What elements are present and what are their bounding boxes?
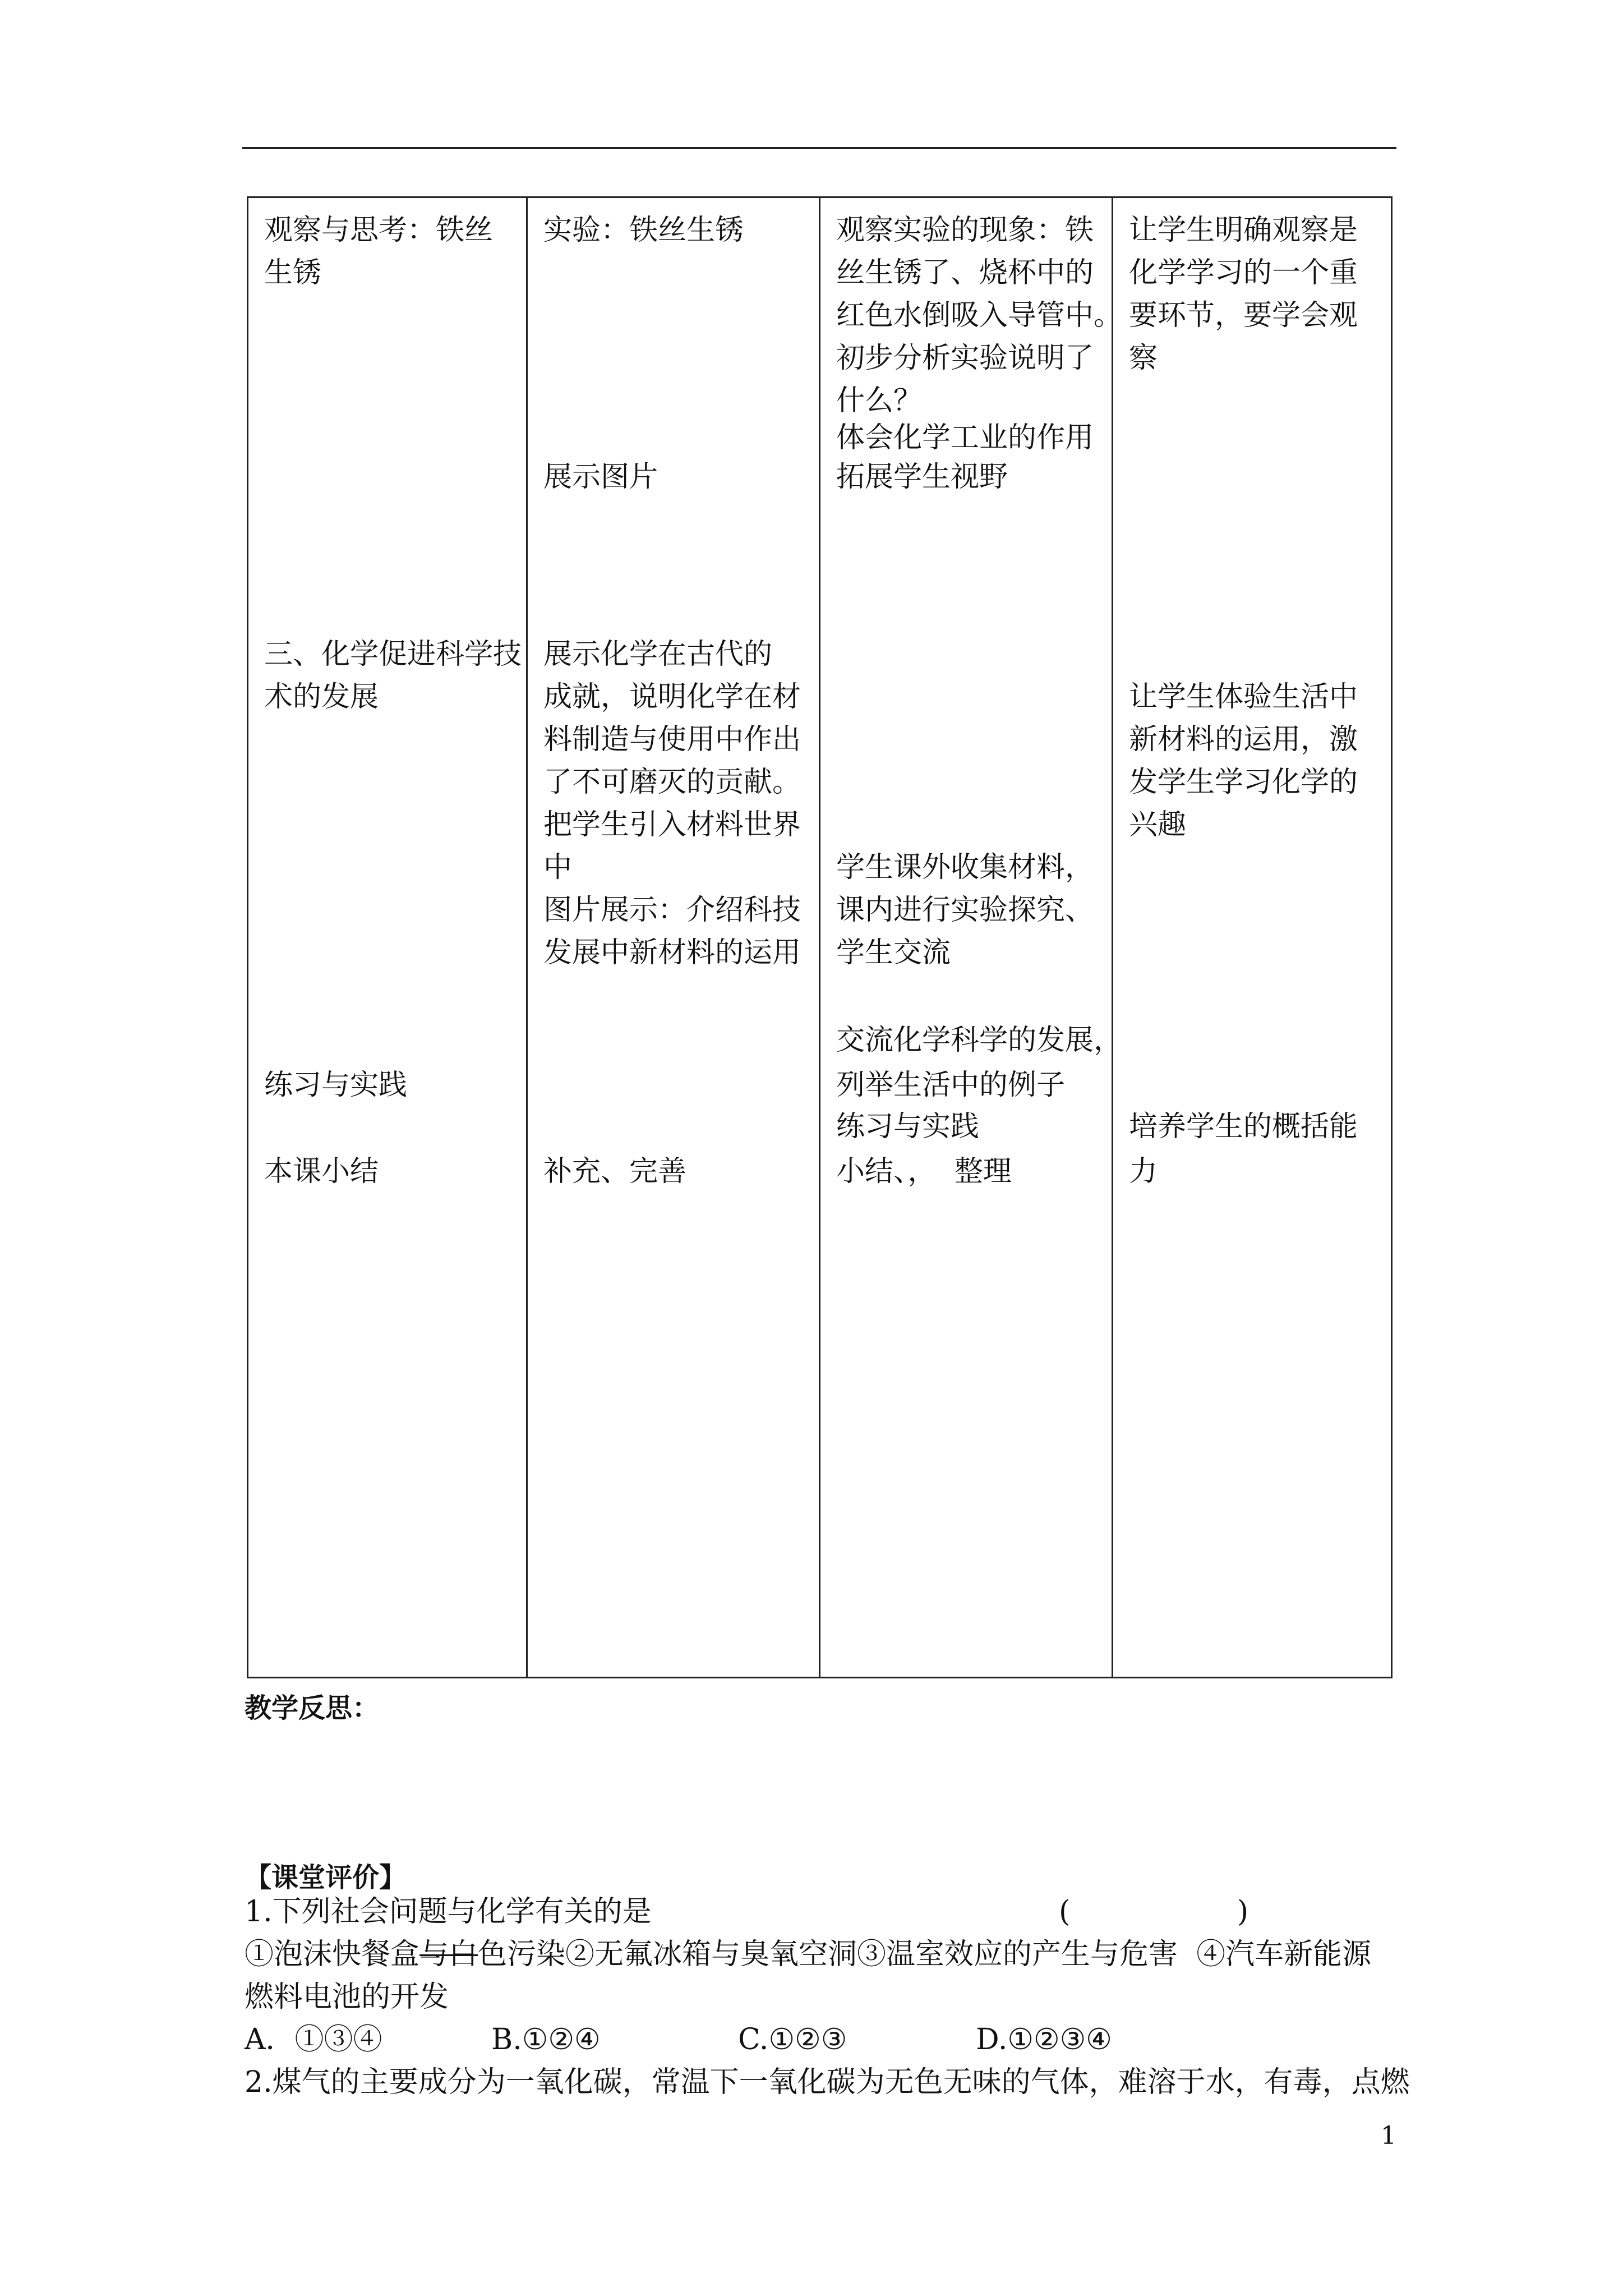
cell-text: 观察实验的现象：铁 <box>836 214 1094 247</box>
cell-text: 小结、， 整理 <box>836 1155 1012 1188</box>
question-1-line: 燃料电池的开发 <box>245 1980 449 2014</box>
table-cell-purpose <box>1113 197 1392 1678</box>
cell-text: 补充、完善 <box>543 1155 687 1188</box>
cell-text: 图片展示：介绍科技 <box>543 894 801 927</box>
cell-text: 红色水倒吸入导管中。 <box>836 299 1123 332</box>
question-1-line <box>245 1933 1371 1976</box>
cell-text: 练习与实践 <box>264 1069 408 1102</box>
cell-text: 练习与实践 <box>836 1110 980 1143</box>
option-b: B.①②④ <box>491 2023 601 2056</box>
evaluation-title: 【课堂评价】 <box>245 1862 407 1893</box>
cell-text: 新材料的运用，激 <box>1129 723 1358 756</box>
table-cell-teacher <box>527 197 820 1678</box>
cell-text: 本课小结 <box>264 1155 379 1188</box>
cell-text: 了不可磨灭的贡献。 <box>543 766 801 799</box>
cell-text: 术的发展 <box>264 680 379 714</box>
header-rule <box>242 147 1396 149</box>
cell-text: 把学生引入材料世界 <box>543 808 801 841</box>
cell-text: 什么？ <box>836 384 923 417</box>
option-d: D.①②③④ <box>976 2023 1112 2056</box>
answer-bracket: ( ) <box>1059 1895 1249 1929</box>
cell-text: 列举生活中的例子 <box>836 1069 1066 1102</box>
cell-text: 要环节，要学会观 <box>1129 299 1358 332</box>
cell-text: 拓展学生视野 <box>836 461 1008 494</box>
option-c: C.①②③ <box>738 2023 847 2056</box>
cell-text: 成就，说明化学在材 <box>543 680 801 714</box>
page-number: 1 <box>1381 2122 1396 2150</box>
cell-text: 兴趣 <box>1129 808 1187 841</box>
cell-text: 发展中新材料的运用 <box>543 936 801 969</box>
cell-text: 学生交流 <box>836 936 951 969</box>
cell-text: 发学生学习化学的 <box>1129 766 1358 799</box>
cell-text: 初步分析实验说明了 <box>836 342 1094 375</box>
cell-text: 中 <box>543 851 573 884</box>
option-a: A．①③④ <box>245 2023 382 2056</box>
struck-text: 与白 <box>419 1938 478 1971</box>
cell-text: 培养学生的概括能 <box>1129 1110 1358 1143</box>
question-1-text: 色污染②无氟冰箱与臭氧空洞③温室效应的产生与危害 ④汽车新能源 <box>478 1938 1372 1971</box>
cell-text: 展示化学在古代的 <box>543 638 773 671</box>
cell-text: 实验：铁丝生锈 <box>543 214 744 247</box>
cell-text: 化学学习的一个重 <box>1129 256 1358 289</box>
cell-text: 生锈 <box>264 256 322 289</box>
cell-text: 课内进行实验探究、 <box>836 894 1094 927</box>
cell-text: 观察与思考：铁丝 <box>264 214 494 247</box>
table-row <box>248 197 1392 1678</box>
cell-text: 展示图片 <box>543 461 658 494</box>
question-1-stem: 1.下列社会问题与化学有关的是 <box>245 1895 652 1929</box>
cell-text: 三、化学促进科学技 <box>264 638 522 671</box>
cell-text: 料制造与使用中作出 <box>543 723 801 756</box>
cell-text: 交流化学科学的发展， <box>836 1024 1123 1057</box>
question-1-options <box>245 2018 1112 2061</box>
question-1-text: ①泡沫快餐盒 <box>245 1938 420 1971</box>
lesson-table <box>247 196 1393 1678</box>
cell-text: 力 <box>1129 1155 1158 1188</box>
table-cell-student <box>820 197 1123 1678</box>
reflection-title: 教学反思： <box>245 1692 380 1724</box>
table-cell-activity <box>248 197 527 1678</box>
cell-text: 察 <box>1129 342 1158 375</box>
question-2-line: 2.煤气的主要成分为一氧化碳，常温下一氧化碳为无色无味的气体，难溶于水，有毒，点燃 <box>245 2065 1410 2099</box>
cell-text: 学生课外收集材料， <box>836 851 1094 884</box>
cell-text: 让学生体验生活中 <box>1129 680 1358 714</box>
cell-text: 体会化学工业的作用 <box>836 421 1094 454</box>
cell-text: 丝生锈了、烧杯中的 <box>836 256 1094 289</box>
cell-text: 让学生明确观察是 <box>1129 214 1358 247</box>
